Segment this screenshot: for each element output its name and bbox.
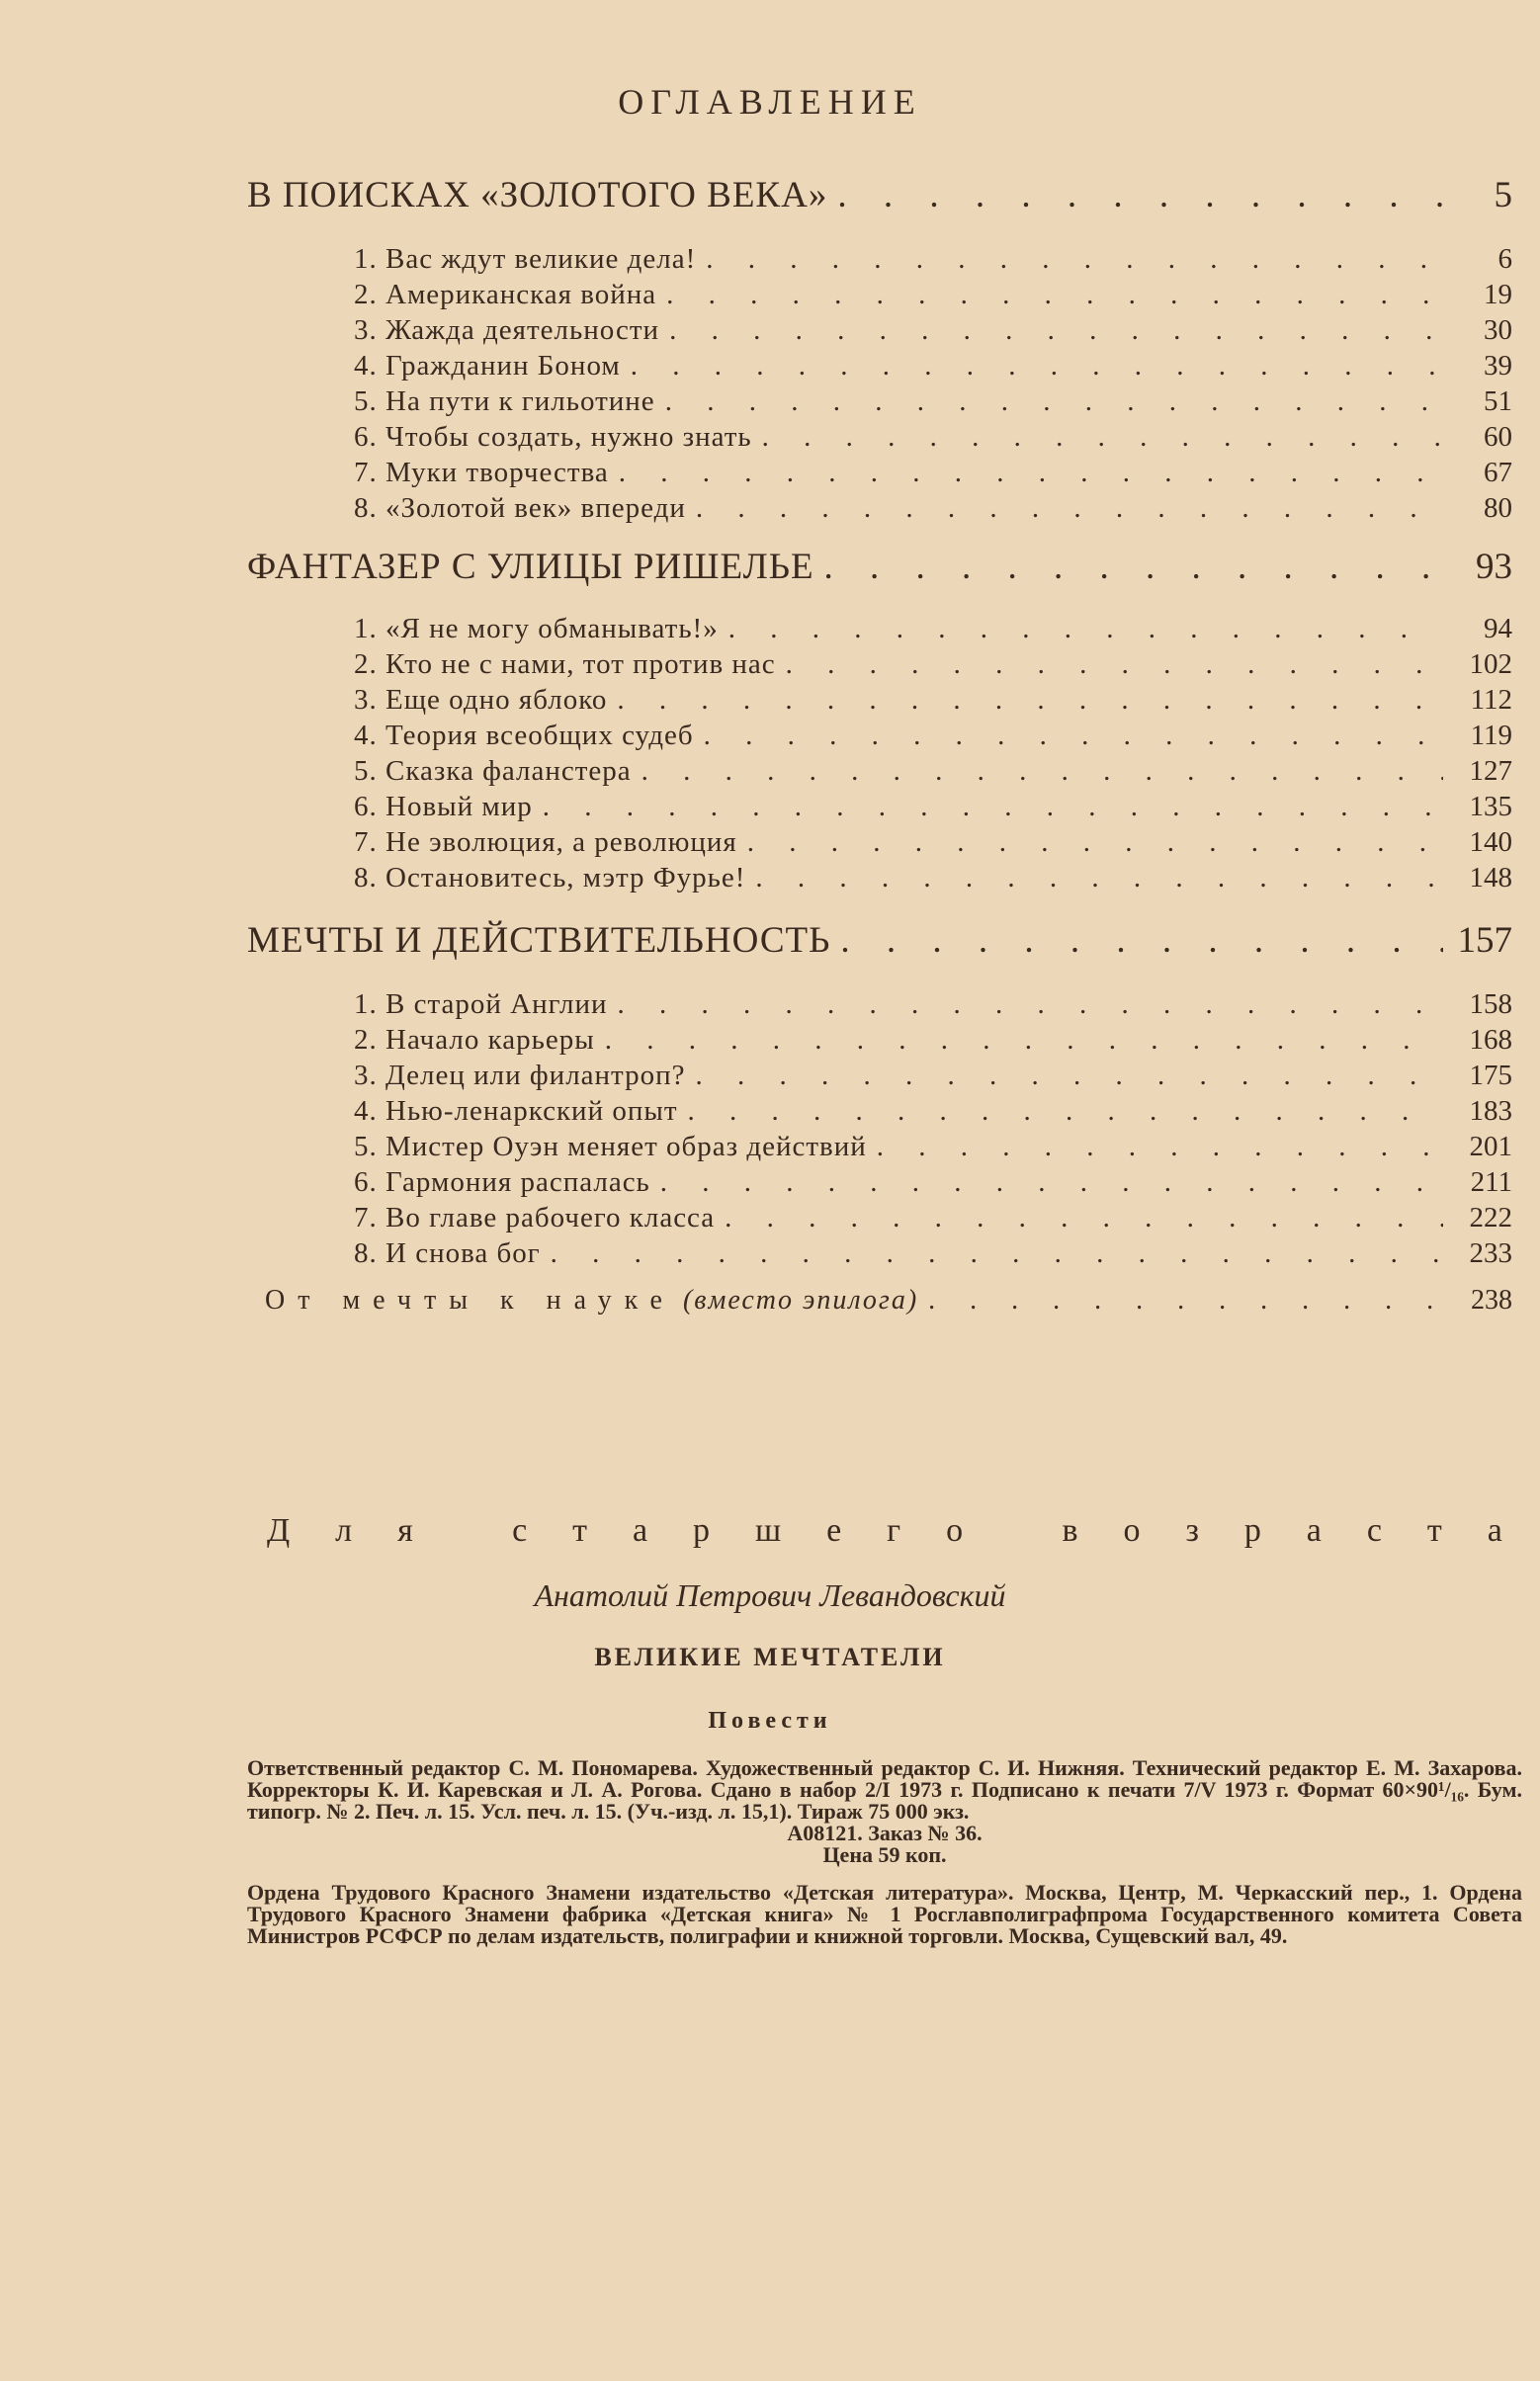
leader-dots (619, 457, 1443, 489)
page-number: 148 (1469, 862, 1512, 893)
leader-dots (928, 1285, 1443, 1317)
toc-chapter (354, 720, 1512, 755)
imprint-publisher: Ордена Трудового Красного Знамени издательство «Детская литература». Москва, Центр, М. Черкасский пер., 1. Ордена Трудового Красного Знамени фабрика «Детская книга» № 1 Росглавполиграфпрома Государственного комитета Совета Министров РСФСР по делам издательств, полиграфии и книжной торговли. Москва, Сущевский вал, 49. (247, 1880, 1522, 1948)
book-title: ВЕЛИКИЕ МЕЧТАТЕЛИ (594, 1643, 946, 1671)
leader-dots (725, 1202, 1443, 1234)
toc-chapter (354, 613, 1512, 648)
audience-letter: я (397, 1512, 413, 1549)
toc-title: ОГЛАВЛЕНИЕ (618, 82, 922, 122)
leader-dots (669, 314, 1443, 347)
page-number: 51 (1484, 385, 1512, 417)
page-number: 157 (1457, 920, 1512, 961)
part-title: МЕЧТЫ И ДЕЙСТВИТЕЛЬНОСТЬ (247, 920, 831, 961)
chapter-title: 8. Остановитесь, мэтр Фурье! (354, 862, 746, 893)
imprint-block (247, 1757, 1522, 1947)
genre-label: Повести (708, 1708, 832, 1734)
leader-dots (762, 421, 1443, 454)
page-number: 102 (1469, 648, 1512, 680)
chapter-title: 5. Мистер Оуэн меняет образ действий (354, 1131, 867, 1162)
audience-letter: о (946, 1512, 964, 1549)
toc-chapter (354, 279, 1512, 314)
leader-dots (755, 862, 1443, 894)
leader-dots (551, 1237, 1443, 1270)
toc-part-3 (247, 919, 1512, 971)
chapter-title: 1. Вас ждут великие дела! (354, 243, 697, 275)
leader-dots (631, 350, 1443, 383)
audience-letter: е (826, 1512, 842, 1549)
leader-dots (706, 243, 1443, 276)
leader-dots (695, 1060, 1443, 1092)
audience-letter: а (1487, 1512, 1502, 1549)
page-number: 39 (1484, 350, 1512, 382)
toc-chapter (354, 1131, 1512, 1166)
chapter-title: 6. Чтобы создать, нужно знать (354, 421, 752, 453)
leader-dots (665, 385, 1443, 418)
leader-dots (696, 492, 1443, 525)
toc-chapter (354, 791, 1512, 826)
leader-dots (642, 755, 1443, 788)
chapter-title: 5. На пути к гильотине (354, 385, 655, 417)
leader-dots (660, 1166, 1443, 1199)
toc-chapter (354, 1095, 1512, 1131)
leader-dots (704, 720, 1443, 752)
toc-chapter (354, 826, 1512, 862)
page-number: 222 (1469, 1202, 1512, 1233)
chapter-title: 6. Гармония распалась (354, 1166, 650, 1198)
leader-dots (840, 919, 1443, 962)
toc-epilogue (265, 1285, 1512, 1328)
toc-chapter (354, 1060, 1512, 1095)
page-number: 233 (1469, 1237, 1512, 1269)
chapter-title: 5. Сказка фаланстера (354, 755, 632, 787)
epilogue-note: (вместо эпилога) (682, 1285, 919, 1316)
leader-dots (728, 613, 1443, 645)
page-number: 5 (1494, 175, 1512, 215)
audience-letter: а (1306, 1512, 1322, 1549)
audience-letter: т (1426, 1512, 1442, 1549)
page-number: 119 (1470, 720, 1512, 751)
audience-letter: с (1366, 1512, 1382, 1549)
audience-letter (1008, 1512, 1017, 1550)
chapter-title: 4. Гражданин Боном (354, 350, 621, 382)
toc-chapter (354, 350, 1512, 385)
audience-letter: в (1062, 1512, 1078, 1549)
page-number: 127 (1469, 755, 1512, 787)
toc-chapter (354, 648, 1512, 684)
audience-letter: а (632, 1512, 648, 1549)
leader-dots (618, 988, 1443, 1021)
page-number: 201 (1469, 1131, 1512, 1162)
audience-letter: ш (754, 1512, 782, 1549)
audience-letter: Д (267, 1512, 291, 1549)
chapter-title: 1. «Я не могу обманывать!» (354, 613, 719, 644)
audience-letter: р (1243, 1512, 1261, 1549)
toc-chapter (354, 988, 1512, 1024)
toc-chapter (354, 862, 1512, 897)
chapter-title: 1. В старой Англии (354, 988, 608, 1020)
audience-letter: л (335, 1512, 353, 1549)
chapter-title: 3. Жажда деятельности (354, 314, 660, 346)
page-number: 6 (1497, 243, 1512, 275)
leader-dots (543, 791, 1443, 823)
leader-dots (877, 1131, 1443, 1163)
leader-dots (605, 1024, 1443, 1057)
audience-letter: о (1123, 1512, 1141, 1549)
audience-letter: з (1185, 1512, 1199, 1549)
chapter-title: 8. И снова бог (354, 1237, 541, 1269)
toc-chapter (354, 421, 1512, 457)
toc-chapter (354, 1237, 1512, 1273)
toc-chapter (354, 1024, 1512, 1060)
page-number: 30 (1484, 314, 1512, 346)
page-number: 168 (1469, 1024, 1512, 1056)
chapter-title: 7. Муки творчества (354, 457, 609, 488)
chapter-title: 7. Не эволюция, а революция (354, 826, 737, 858)
toc-part-2 (247, 546, 1512, 597)
chapter-title: 2. Кто не с нами, тот против нас (354, 648, 776, 680)
toc-chapter (354, 1202, 1512, 1237)
toc-chapter (354, 1166, 1512, 1202)
page-number: 211 (1470, 1166, 1512, 1198)
page-number: 19 (1484, 279, 1512, 310)
leader-dots (747, 826, 1443, 859)
toc-chapter (354, 684, 1512, 720)
audience-letter: с (512, 1512, 528, 1549)
chapter-title: 8. «Золотой век» впереди (354, 492, 686, 524)
epilogue-title: От мечты к науке (265, 1285, 675, 1316)
page-number: 238 (1471, 1285, 1512, 1316)
leader-dots (688, 1095, 1443, 1128)
leader-dots (666, 279, 1443, 311)
page-number: 135 (1469, 791, 1512, 822)
part-title: ФАНТАЗЕР С УЛИЦЫ РИШЕЛЬЕ (247, 547, 814, 587)
toc-chapter (354, 755, 1512, 791)
page-number: 60 (1484, 421, 1512, 453)
page-number: 94 (1484, 613, 1512, 644)
audience-letter (459, 1512, 468, 1550)
imprint-price: Цена 59 коп. (822, 1842, 947, 1867)
toc-chapter (354, 457, 1512, 492)
audience-letter: т (572, 1512, 588, 1549)
page-number: 175 (1469, 1060, 1512, 1091)
leader-dots (786, 648, 1443, 681)
page-number: 112 (1470, 684, 1512, 716)
part-title: В ПОИСКАХ «ЗОЛОТОГО ВЕКА» (247, 175, 828, 215)
page-number: 140 (1469, 826, 1512, 858)
leader-dots (824, 546, 1443, 588)
toc-part-1 (247, 174, 1512, 225)
leader-dots (837, 174, 1443, 216)
leader-dots (617, 684, 1443, 717)
page-number: 183 (1469, 1095, 1512, 1127)
page-number: 158 (1469, 988, 1512, 1020)
audience-letter: г (887, 1512, 901, 1549)
page-number: 93 (1476, 547, 1512, 587)
imprint-credits: Ответственный редактор С. М. Пономарева. Художественный редактор С. И. Нижняя. Технический редактор Е. М. Захарова. Корректоры К. И. Каревская и Л. А. Рогова. Сдано в набор 2/I 1973 г. Подписано к печати 7/V 1973 г. Формат 60×90¹/₁₆. Бум. типогр. № 2. Печ. л. 15. Усл. печ. л. 15. (Уч.-изд. л. 15,1). Тираж 75 000 экз. (247, 1755, 1522, 1824)
chapter-title: 4. Теория всеобщих судеб (354, 720, 694, 751)
author-name: Анатолий Петрович Левандовский (534, 1577, 1006, 1613)
chapter-title: 6. Новый мир (354, 791, 533, 822)
audience-label (267, 1512, 1502, 1550)
page-number: 67 (1484, 457, 1512, 488)
toc-chapter (354, 385, 1512, 421)
chapter-title: 3. Делец или филантроп? (354, 1060, 686, 1091)
chapter-title: 2. Американская война (354, 279, 657, 310)
chapter-title: 4. Нью-ленаркский опыт (354, 1095, 678, 1127)
audience-letter: р (693, 1512, 711, 1549)
chapter-title: 2. Начало карьеры (354, 1024, 595, 1056)
page-number: 80 (1484, 492, 1512, 524)
chapter-title: 7. Во главе рабочего класса (354, 1202, 716, 1233)
toc-chapter (354, 492, 1512, 528)
toc-chapter (354, 243, 1512, 279)
imprint-order: А08121. Заказ № 36. (787, 1821, 983, 1845)
toc-chapter (354, 314, 1512, 350)
chapter-title: 3. Еще одно яблоко (354, 684, 608, 716)
